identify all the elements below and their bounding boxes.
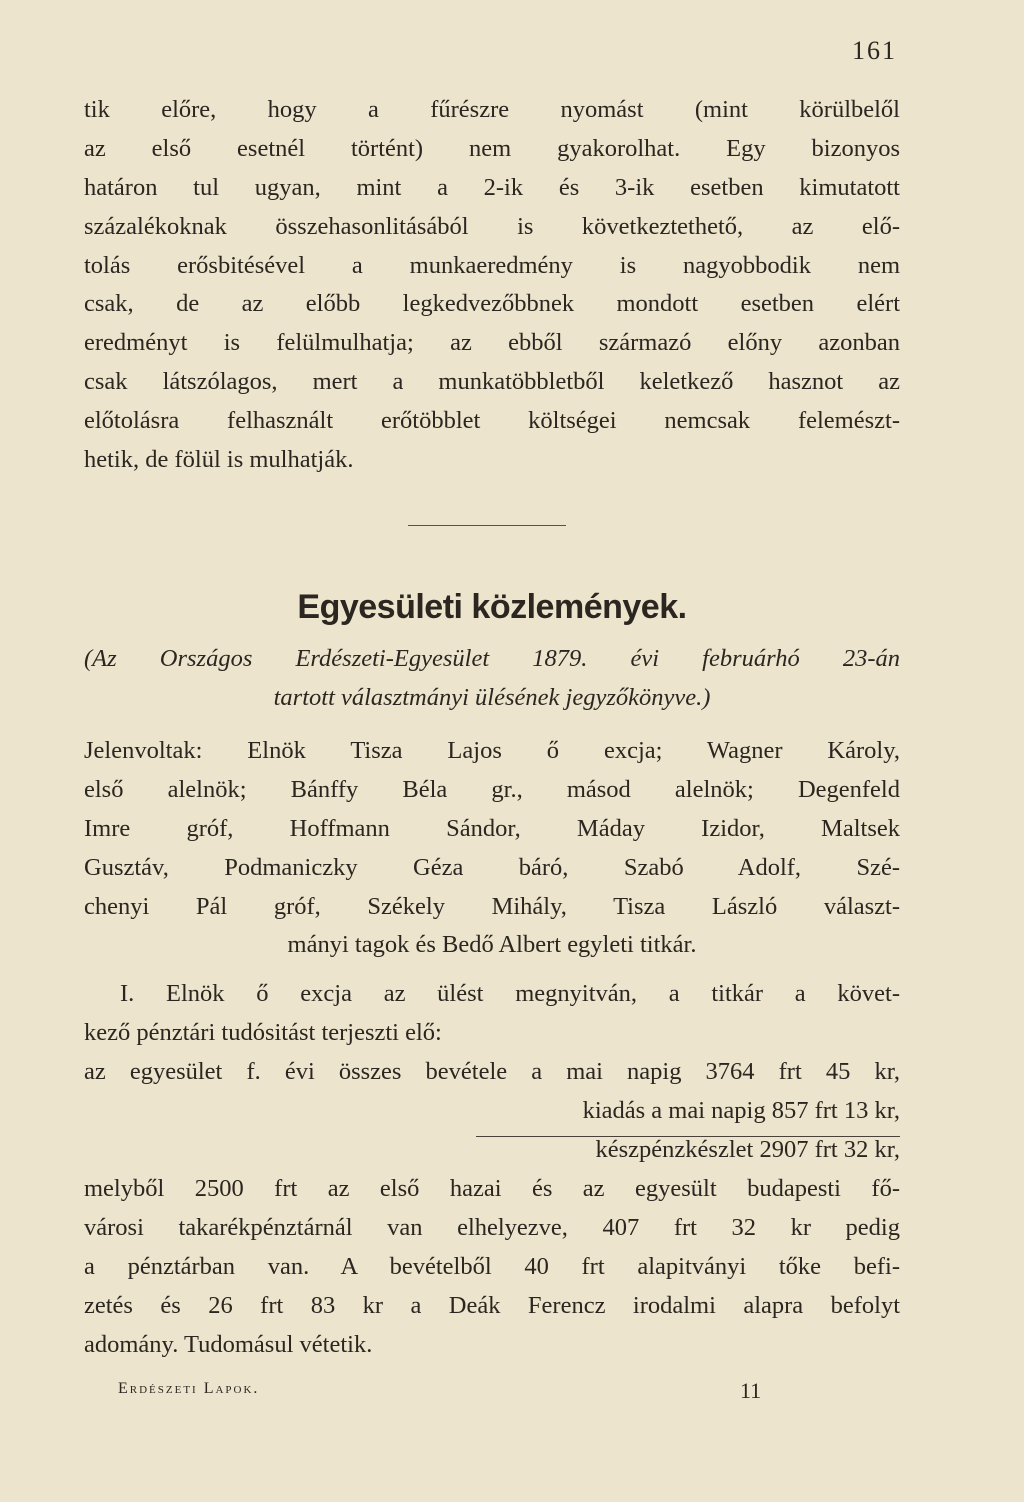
page-number: 161 xyxy=(852,36,897,65)
account-line-balance: készpénzkészlet 2907 frt 32 kr, xyxy=(595,1135,900,1163)
text-line: Imre gróf, Hoffmann Sándor, Máday Izidor, Maltsek xyxy=(84,814,900,842)
text-line: eredményt is felülmulhatja; az ebből származó előny azonban xyxy=(84,329,900,357)
text-line: Gusztáv, Podmaniczky Géza báró, Szabó Adolf, Szé- xyxy=(84,853,900,881)
text-line: tik előre, hogy a fűrészre nyomást (mint körülbelől xyxy=(84,96,900,123)
account-line-expense: kiadás a mai napig 857 frt 13 kr, xyxy=(582,1096,900,1124)
footer-journal-name: Erdészeti Lapok. xyxy=(118,1380,260,1397)
text-line: százalékoknak összehasonlitásából is következtethető, az elő- xyxy=(84,212,900,240)
text-line: melyből 2500 frt az első hazai és az egyesült budapesti fő- xyxy=(84,1175,900,1202)
text-line: előtolásra felhasznált erőtöbblet költségei nemcsak felemészt- xyxy=(84,407,900,435)
section-divider xyxy=(408,525,566,526)
attendance-paragraph xyxy=(84,732,900,965)
text-line: Jelenvoltak: Elnök Tisza Lajos ő excja; Wagner Károly, xyxy=(84,737,900,764)
minutes-subtitle xyxy=(84,640,900,718)
text-line: csak látszólagos, mert a munkatöbbletből keletkező hasznot az xyxy=(84,368,900,396)
subtitle-line: (Az Országos Erdészeti-Egyesület 1879. évi februárhó 23-án xyxy=(84,645,900,672)
signature-mark: 11 xyxy=(740,1378,762,1403)
subtitle-line: tartott választmányi ülésének jegyzőkönyve.) xyxy=(273,683,711,711)
text-line: a pénztárban van. A bevételből 40 frt alapitványi tőke befi- xyxy=(84,1252,900,1280)
item-one-intro xyxy=(84,975,900,1053)
text-line: chenyi Pál gróf, Székely Mihály, Tisza László választ- xyxy=(84,892,900,920)
total-rule xyxy=(476,1136,900,1137)
text-line: városi takarékpénztárnál van elhelyezve, 407 frt 32 kr pedig xyxy=(84,1213,900,1241)
top-paragraph xyxy=(84,91,900,480)
text-line: kező pénztári tudósitást terjeszti elő: xyxy=(84,1018,442,1046)
text-line: az első esetnél történt) nem gyakorolhat. Egy bizonyos xyxy=(84,134,900,162)
text-line: első alelnök; Bánffy Béla gr., másod alelnök; Degenfeld xyxy=(84,775,900,803)
account-line-income: az egyesület f. évi összes bevétele a mai napig 3764 frt 45 kr, xyxy=(84,1058,900,1085)
text-line: tolás erősbitésével a munkaeredmény is nagyobbodik nem xyxy=(84,251,900,279)
closing-paragraph xyxy=(84,1170,900,1364)
text-line: mányi tagok és Bedő Albert egyleti titkár. xyxy=(287,931,697,959)
text-line: határon tul ugyan, mint a 2-ik és 3-ik esetben kimutatott xyxy=(84,173,900,201)
text-line: adomány. Tudomásul vétetik. xyxy=(84,1330,373,1358)
text-line: I. Elnök ő excja az ülést megnyitván, a titkár a követ- xyxy=(120,980,900,1007)
section-title: Egyesületi közlemények. xyxy=(297,588,687,626)
accounts-table xyxy=(84,1053,900,1170)
text-line: csak, de az előbb legkedvezőbbnek mondott esetben elért xyxy=(84,290,900,318)
text-line: zetés és 26 frt 83 kr a Deák Ferencz irodalmi alapra befolyt xyxy=(84,1291,900,1319)
text-line: hetik, de fölül is mulhatják. xyxy=(84,446,354,474)
